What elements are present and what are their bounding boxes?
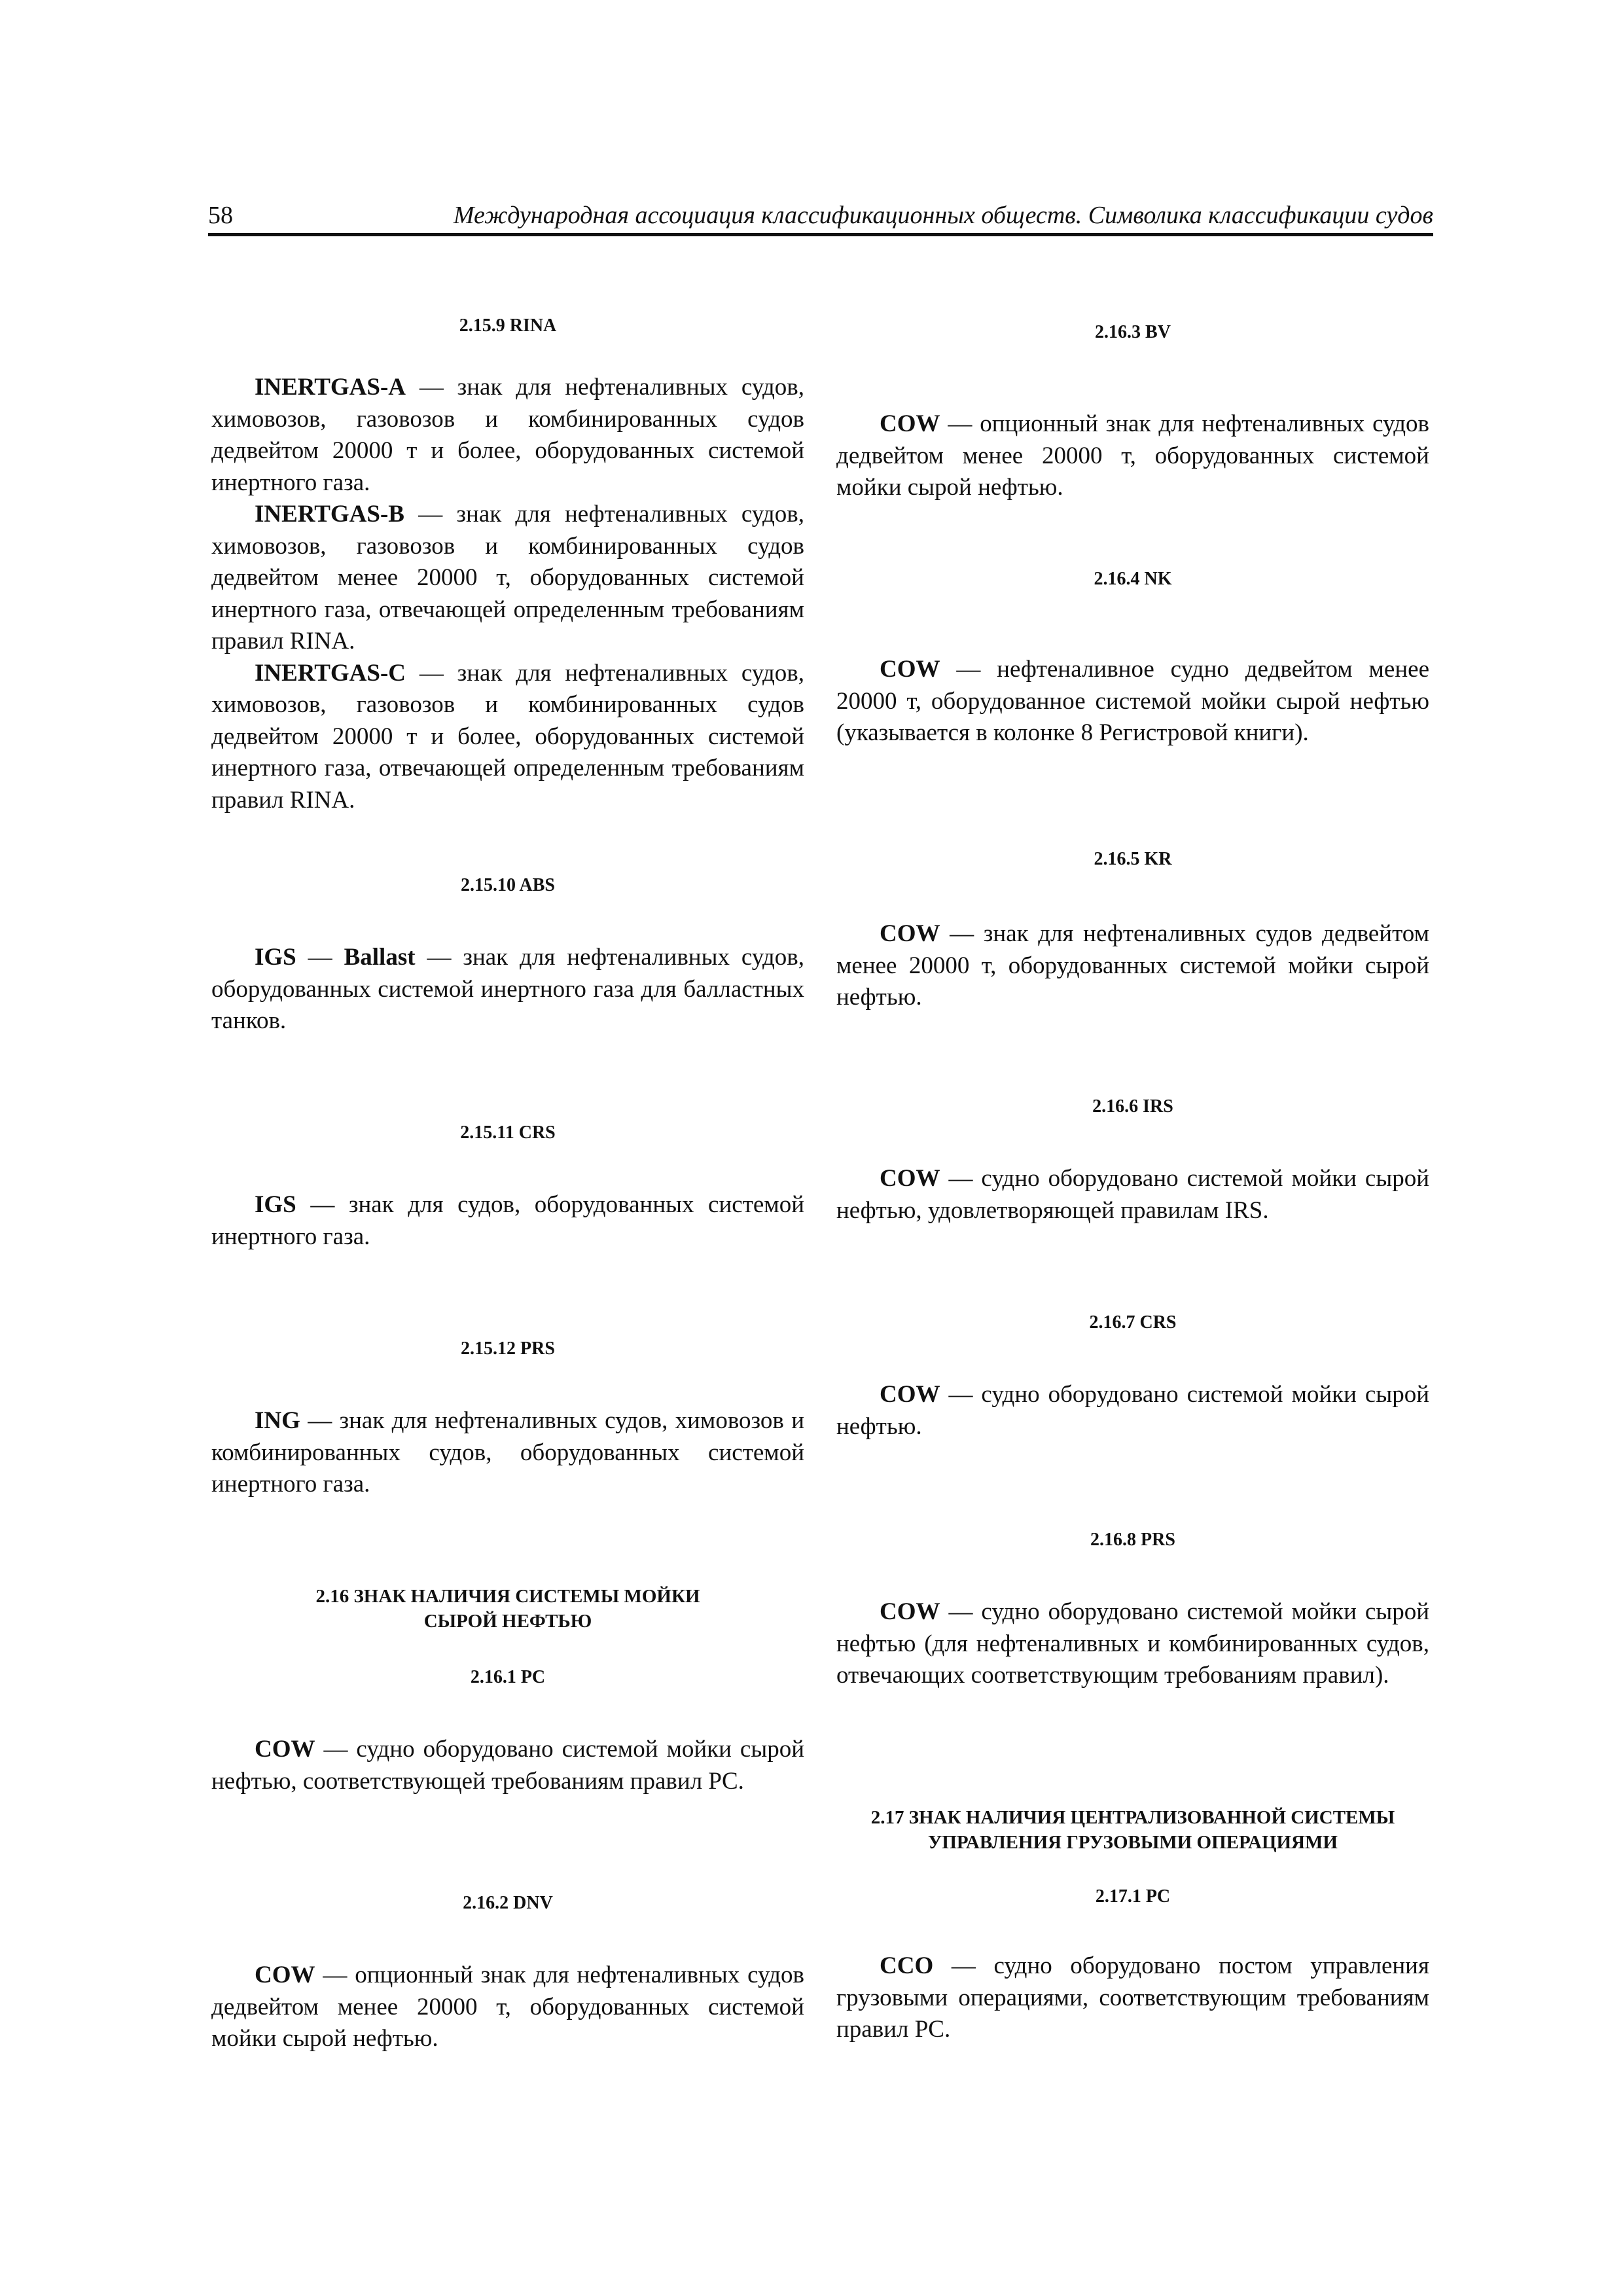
section-2-15-9 [211,314,804,816]
paragraph-text: — судно оборудовано системой мойки сырой нефтью, удовлетворяющей правилам IRS. [836,1165,1429,1224]
paragraph [211,372,804,499]
section-heading: 2.15.9 RINA [459,315,557,336]
paragraph-text: — опционный знак для нефтеналивных судов дедвейтом менее 20000 т, оборудованных системой мойки сырой нефтью. [836,410,1429,501]
paragraph [211,942,804,1037]
page-header [208,200,1433,234]
section-2-16-7 [836,1311,1429,1443]
term: COW [880,1598,940,1625]
paragraph [836,1163,1429,1227]
paragraph [211,1405,804,1501]
paragraph-text: — судно оборудовано постом управления грузовыми операциями, соответствующим требованиям правил PC. [836,1952,1429,2043]
paragraph [211,499,804,658]
section-heading: 2.16.3 BV [1095,322,1171,342]
section-2-16-8 [836,1528,1429,1692]
section-2-16-6 [836,1095,1429,1227]
section-heading: 2.16.2 DNV [463,1893,553,1913]
section-2-16-2 [211,1892,804,2055]
section-title: 2.16 ЗНАК НАЛИЧИЯ СИСТЕМЫ МОЙКИ СЫРОЙ НЕФТЬЮ [315,1586,700,1632]
section-2-15-11 [211,1121,804,1253]
section-2-16-3 [836,321,1429,504]
section-2-17 [836,1805,1429,1855]
paragraph-text: — знак для судов, оборудованных системой инертного газа. [211,1191,804,1250]
term: COW [255,1736,315,1763]
paragraph [836,918,1429,1014]
section-title: 2.17 ЗНАК НАЛИЧИЯ ЦЕНТРАЛИЗОВАННОЙ СИСТЕМЫ УПРАВЛЕНИЯ ГРУЗОВЫМИ ОПЕРАЦИЯМИ [870,1807,1395,1853]
section-heading: 2.15.11 CRS [460,1122,556,1143]
term: COW [880,1381,940,1408]
paragraph-text: — опционный знак для нефтеналивных судов дедвейтом менее 20000 т, оборудованных системой мойки сырой нефтью. [211,1962,804,2052]
section-2-15-10 [211,874,804,1037]
section-heading: 2.16.5 KR [1094,849,1172,869]
running-title: Международная ассоциация классификационных обществ. Символика классификации судов [453,202,1433,229]
term: ING [255,1407,300,1434]
term: COW [880,920,940,947]
term: INERTGAS-C [255,659,406,687]
term: IGS [255,1191,296,1218]
paragraph [836,1950,1429,2046]
section-heading: 2.16.8 PRS [1090,1530,1175,1550]
section-heading: 2.16.7 CRS [1089,1312,1177,1333]
section-heading: 2.16.4 NK [1094,569,1172,589]
paragraph [836,1596,1429,1692]
section-2-15-12 [211,1337,804,1501]
paragraph-text: — нефтеналивное судно дедвейтом менее 20000 т, оборудованное системой мойки сырой нефтью (указывается в колонке 8 Регистровой книги). [836,656,1429,746]
paragraph-text: — знак для нефтеналивных судов, химовозов, газовозов и комбинированных судов дедвейтом менее 20000 т, оборудованных системой инертного газа, отвечающей определенным требованиям правил RINA. [211,501,804,655]
term: INERTGAS-B [255,501,404,528]
header-rule [208,233,1433,236]
term: COW [255,1962,315,1988]
paragraph [836,654,1429,749]
section-heading: 2.17.1 PC [1095,1886,1171,1907]
paragraph [211,1189,804,1253]
section-2-17-1 [836,1885,1429,2046]
paragraph [211,1734,804,1797]
section-heading: 2.16.1 PC [470,1667,546,1687]
paragraph-text: — знак для нефтеналивных судов, оборудованных системой инертного газа для балластных танков. [211,944,805,1034]
paragraph-text: — судно оборудовано системой мойки сырой нефтью (для нефтеналивных и комбинированных судов, отвечающих соответствующим требованиям правил). [836,1598,1429,1689]
section-2-16-1 [211,1666,804,1797]
paragraph-text: — знак для нефтеналивных судов, химовозов, газовозов и комбинированных судов дедвейтом 20000 т и более, оборудованных системой инертного газа, отвечающей определенным требованиям правил RINA. [211,659,804,814]
paragraph-text: — знак для нефтеналивных судов, химовозов и комбинированных судов, оборудованных системой инертного газа. [211,1407,804,1498]
page-number: 58 [208,202,233,229]
paragraph [836,408,1429,504]
paragraph [211,658,804,817]
term: COW [880,656,940,683]
term: Ballast [344,944,416,971]
section-heading: 2.15.10 ABS [461,875,555,895]
paragraph-text: — знак для нефтеналивных судов дедвейтом менее 20000 т, оборудованных системой мойки сырой нефтью. [836,920,1429,1011]
section-2-16 [211,1584,804,1634]
term: COW [880,410,940,437]
term: IGS [255,944,296,971]
term: CCO [880,1952,934,1979]
term: COW [880,1165,940,1192]
paragraph-text: — судно оборудовано системой мойки сырой нефтью, соответствующей требованиям правил PC. [211,1736,804,1795]
section-heading: 2.15.12 PRS [461,1338,555,1359]
paragraph-text: — судно оборудовано системой мойки сырой нефтью. [836,1381,1429,1440]
section-2-16-4 [836,567,1429,749]
section-heading: 2.16.6 IRS [1092,1096,1173,1117]
paragraph [836,1379,1429,1443]
paragraph [211,1960,804,2055]
section-2-16-5 [836,848,1429,1014]
term: INERTGAS-A [255,374,406,401]
paragraph-text: — знак для нефтеналивных судов, химовозов, газовозов и комбинированных судов дедвейтом 20000 т и более, оборудованных системой инертного газа. [211,374,804,496]
separator: — [296,944,344,971]
